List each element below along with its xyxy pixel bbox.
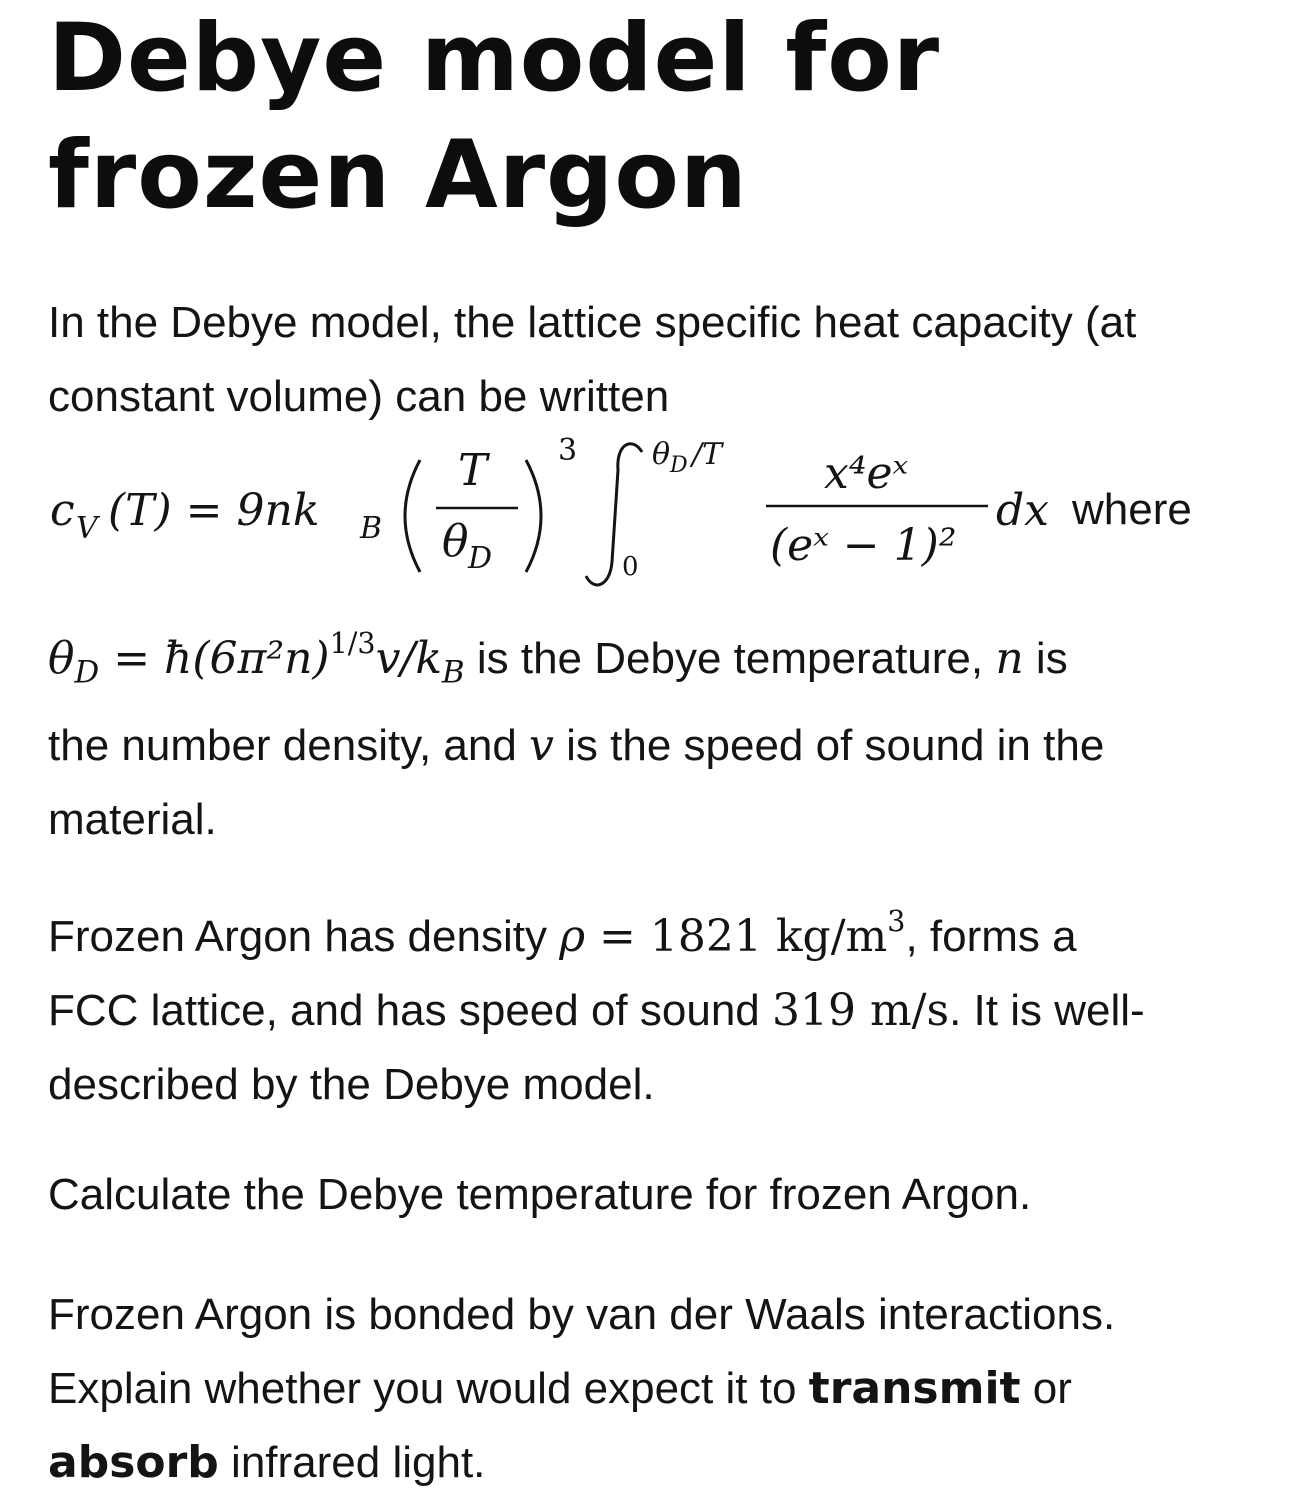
debye-definition-paragraph — [48, 606, 1242, 857]
task-2-bold-transmit: transmit — [808, 1363, 1021, 1414]
formula-trailing-where: where — [1072, 485, 1192, 534]
debye-v: v — [529, 720, 554, 772]
argon-text-4: . It is well- — [949, 986, 1145, 1036]
debye-text-1: is the Debye temperature, — [464, 634, 996, 684]
formula-int-upper-sub: D — [670, 453, 688, 478]
formula-lhs-sub: V — [76, 511, 98, 546]
debye-n: n — [995, 633, 1024, 685]
formula-differential: dx — [996, 485, 1049, 536]
formula-lhs-arg-sub: B — [360, 511, 383, 546]
argon-text-1: Frozen Argon has density — [48, 912, 560, 962]
debye-line-3: material. — [48, 795, 217, 845]
formula-frac-den: θ — [442, 516, 469, 567]
argon-rho: ρ — [559, 911, 586, 963]
argon-text-2: , forms a — [905, 912, 1077, 962]
argon-rho-eq: = 1821 kg/m — [585, 911, 888, 963]
intro-paragraph — [48, 286, 1242, 434]
formula-integrand-den: (eˣ − 1)² — [770, 520, 957, 571]
formula-power: 3 — [558, 433, 578, 468]
formula-left-paren — [405, 460, 420, 572]
debye-text-2: is — [1023, 634, 1068, 684]
debye-eq: = ħ(6π²n) — [99, 633, 330, 685]
debye-theta-sub: D — [74, 654, 100, 691]
task-2-line-1: Frozen Argon is bonded by van der Waals interactions. — [48, 1290, 1116, 1339]
formula-lhs-c: c — [50, 485, 75, 536]
task-1-paragraph: Calculate the Debye temperature for frozen Argon. — [48, 1170, 1032, 1219]
heat-capacity-formula — [48, 430, 1242, 600]
formula-frac-num: T — [458, 445, 488, 496]
debye-tail: v/k — [375, 633, 442, 685]
formula-int-upper: θ — [652, 437, 671, 472]
debye-tail-sub: B — [441, 654, 465, 691]
task-2-line-2a: Explain whether you would expect it to — [48, 1364, 809, 1413]
argon-rho-exp: 3 — [887, 904, 906, 938]
debye-line-2a: the number density, and — [48, 721, 530, 771]
formula-lhs-arg: (T) = 9nk — [108, 485, 320, 536]
debye-exp: 1/3 — [329, 626, 376, 660]
argon-text-3: FCC lattice, and has speed of sound — [48, 986, 772, 1036]
task-2-paragraph — [48, 1278, 1242, 1500]
debye-line-2b: is the speed of sound in the — [553, 721, 1105, 771]
argon-text-5: described by the Debye model. — [48, 1060, 655, 1110]
task-2-bold-absorb: absorb — [48, 1437, 219, 1488]
formula-int-upper-tail: /T — [692, 437, 723, 472]
formula-right-paren — [526, 460, 541, 572]
argon-properties-paragraph — [48, 884, 1242, 1122]
formula-integrand-num: x⁴eˣ — [824, 448, 909, 499]
page-title: Debye model for frozen Argon — [48, 4, 941, 230]
debye-theta: θ — [48, 633, 75, 685]
heat-capacity-formula-svg — [48, 430, 1068, 600]
task-2-line-2b: or — [1020, 1364, 1072, 1413]
formula-int-lower: 0 — [622, 552, 639, 582]
task-2-line-3b: infrared light. — [218, 1438, 486, 1487]
intro-line-1: In the Debye model, the lattice specific heat capacity (at — [48, 298, 1137, 347]
argon-speed: 319 m/s — [771, 985, 950, 1037]
intro-line-2: constant volume) can be written — [48, 372, 670, 421]
formula-frac-den-sub: D — [468, 541, 493, 576]
